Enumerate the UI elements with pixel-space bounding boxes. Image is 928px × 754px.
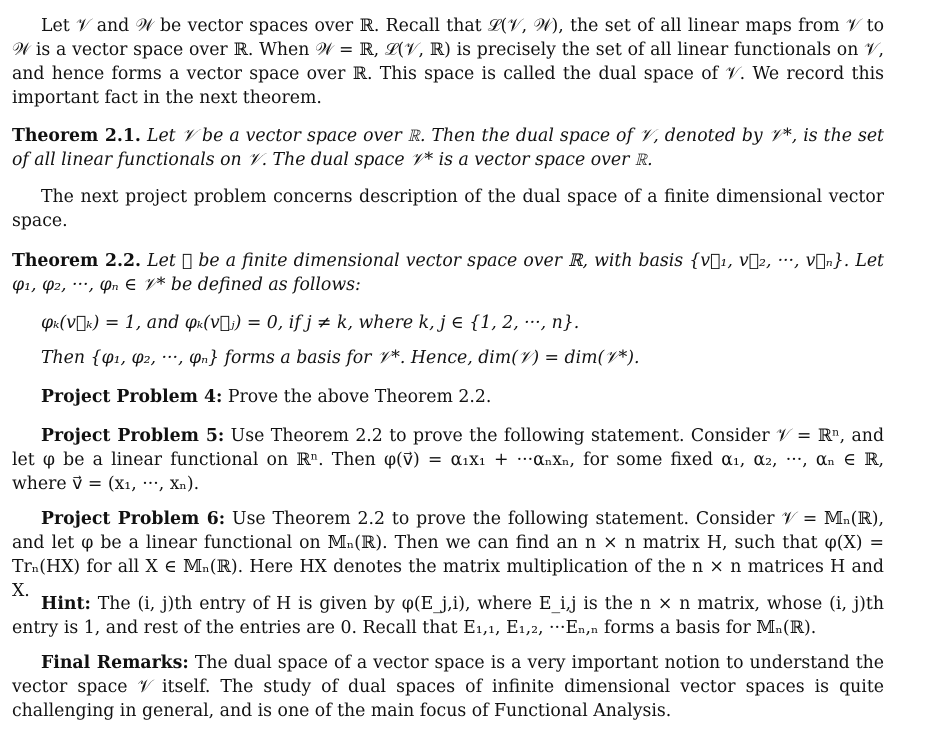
hint-paragraph: [12, 592, 884, 640]
hint-text: The (i, j)th entry of H is given by φ(E_j,i), where E_i,j is the n × n matrix, whose (i, j)th entry is 1, and rest of the entries are 0. Recall that E₁,₁, E₁,₂, ···Eₙ,ₙ forms a basis for 𝕄ₙ(ℝ).: [12, 594, 885, 638]
theorem-2-2-definition: φₖ(v⃗ₖ) = 1, and φₖ(v⃗ⱼ) = 0, if j ≠ k, where k, j ∈ {1, 2, ···, n}.: [41, 313, 580, 333]
theorem-2-2-conclusion: Then {φ₁, φ₂, ···, φₙ} forms a basis for 𝒱*. Hence, dim(𝒱) = dim(𝒱*).: [41, 348, 640, 368]
pp5-label: Project Problem 5:: [41, 426, 225, 446]
theorem-2-2: [12, 249, 884, 297]
project-problem-4: [12, 385, 884, 409]
hint-label: Hint:: [41, 594, 91, 614]
theorem-2-1-text: Let 𝒱 be a vector space over ℝ. Then the dual space of 𝒱, denoted by 𝒱*, is the set of all linear functionals on 𝒱. The dual space 𝒱* is a vector space over ℝ.: [12, 126, 884, 170]
theorem-2-1: [12, 124, 884, 172]
project-problem-6: [12, 507, 884, 603]
project-problem-5: [12, 424, 884, 496]
pp6-text: Use Theorem 2.2 to prove the following statement. Consider 𝒱 = 𝕄ₙ(ℝ), and let φ be a linear functional on 𝕄ₙ(ℝ). Then we can find an n × n matrix H, such that φ(X) = Trₙ(HX) for all X ∈ 𝕄ₙ(ℝ). Here HX denotes the matrix multiplication of the n × n matrices H and X.: [12, 509, 884, 601]
pp4-text: Prove the above Theorem 2.2.: [227, 387, 492, 407]
pp5-text: Use Theorem 2.2 to prove the following statement. Consider 𝒱 = ℝⁿ, and let φ be a linear functional on ℝⁿ. Then φ(v⃗) = α₁x₁ + ···αₙxₙ, for some fixed α₁, α₂, ···, αₙ ∈ ℝ, where v⃗ = (x₁, ···, xₙ).: [12, 426, 885, 494]
theorem-2-1-label: Theorem 2.1.: [12, 126, 141, 146]
transition-paragraph: The next project problem concerns description of the dual space of a finite dimensional vector space.: [12, 187, 884, 231]
final-text: The dual space of a vector space is a very important notion to understand the vector space 𝒱 itself. The study of dual spaces of infinite dimensional vector spaces is quite challenging in general, and is one of the main focus of Functional Analysis.: [12, 653, 884, 721]
final-remarks: [12, 651, 884, 723]
pp4-label: Project Problem 4:: [41, 387, 223, 407]
final-label: Final Remarks:: [41, 653, 189, 673]
theorem-2-2-text: Let 𝒱 be a finite dimensional vector space over ℝ, with basis {v⃗₁, v⃗₂, ···, v⃗ₙ}. Let φ₁, φ₂, ···, φₙ ∈ 𝒱* be defined as follows:: [12, 251, 884, 295]
pp6-label: Project Problem 6:: [41, 509, 226, 529]
intro-paragraph: Let 𝒱 and 𝒲 be vector spaces over ℝ. Recall that ℒ(𝒱, 𝒲), the set of all linear maps from 𝒱 to 𝒲 is a vector space over ℝ. When 𝒲 = ℝ, ℒ(𝒱, ℝ) is precisely the set of all linear functionals on 𝒱, and hence forms a vector space over ℝ. This space is called the dual space of 𝒱. We record this important fact in the next theorem.: [12, 16, 884, 108]
theorem-2-2-label: Theorem 2.2.: [12, 251, 142, 271]
